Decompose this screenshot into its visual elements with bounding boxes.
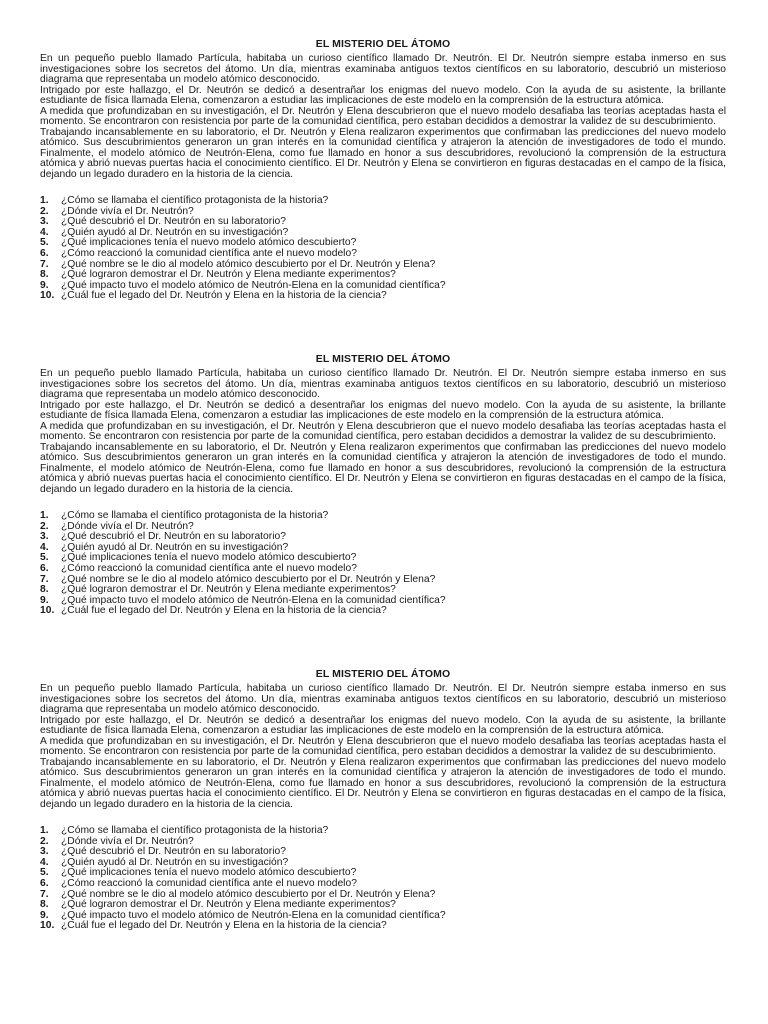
question-text: ¿Qué implicaciones tenía el nuevo modelo atómico descubierto?	[61, 867, 357, 879]
question-text: ¿Quién ayudó al Dr. Neutrón en su investigación?	[61, 856, 289, 868]
question-text: ¿Qué implicaciones tenía el nuevo modelo atómico descubierto?	[61, 237, 357, 249]
question-number: 4.	[40, 856, 49, 868]
question-text: ¿Cómo reaccionó la comunidad científica ante el nuevo modelo?	[61, 562, 357, 574]
story-paragraph: A medida que profundizaban en su investigación, el Dr. Neutrón y Elena descubrieron que el nuevo modelo desafiaba las teorías aceptadas hasta el momento. Se encontraron con resistencia por parte de la comunidad científica, pero estaban decididos a demostrar la validez de su descubrimiento.	[40, 105, 726, 127]
question-item	[40, 291, 726, 302]
question-number: 6.	[40, 877, 49, 889]
question-text: ¿Qué lograron demostrar el Dr. Neutrón y Elena mediante experimentos?	[61, 584, 396, 596]
question-text: ¿Cuál fue el legado del Dr. Neutrón y Elena en la historia de la ciencia?	[61, 290, 387, 302]
question-number: 2.	[40, 205, 49, 217]
worksheet-section-1	[40, 38, 726, 353]
question-text: ¿Qué lograron demostrar el Dr. Neutrón y Elena mediante experimentos?	[61, 269, 396, 281]
question-number: 3.	[40, 846, 49, 858]
question-list	[40, 826, 726, 932]
question-list	[40, 511, 726, 617]
question-number: 8.	[40, 269, 49, 281]
question-number: 3.	[40, 531, 49, 543]
question-number: 2.	[40, 520, 49, 532]
worksheet-section-2	[40, 353, 726, 668]
question-text: ¿Cuál fue el legado del Dr. Neutrón y Elena en la historia de la ciencia?	[61, 605, 387, 617]
story-paragraph: En un pequeño pueblo llamado Partícula, habitaba un curioso científico llamado Dr. Neutrón. El Dr. Neutrón siempre estaba inmerso en sus investigaciones sobre los secretos del átomo. Un día, mientras examinaba antiguos textos científicos en su laboratorio, descubrió un misterioso diagrama que representaba un modelo atómico desconocido.	[40, 683, 726, 715]
question-item	[40, 564, 726, 575]
question-number: 4.	[40, 226, 49, 238]
worksheet-title: EL MISTERIO DEL ÁTOMO	[315, 353, 451, 365]
question-number: 1.	[40, 195, 49, 206]
question-text: ¿Qué impacto tuvo el modelo atómico de Neutrón-Elena en la comunidad científica?	[61, 909, 446, 921]
question-number: 9.	[40, 279, 49, 291]
question-text: ¿Cuál fue el legado del Dr. Neutrón y Elena en la historia de la ciencia?	[61, 920, 387, 932]
question-item	[40, 511, 726, 522]
question-number: 7.	[40, 258, 49, 270]
question-number: 3.	[40, 216, 49, 228]
question-text: ¿Cómo se llamaba el científico protagonista de la historia?	[61, 825, 329, 836]
question-number: 8.	[40, 899, 49, 911]
story-paragraph: Trabajando incansablemente en su laboratorio, el Dr. Neutrón y Elena realizaron experimentos que confirmaban las predicciones del nuevo modelo atómico. Sus descubrimientos generaron un gran interés en la comunidad científica y atrajeron la atención de investigadores de todo el mundo. Finalmente, el modelo atómico de Neutrón-Elena, como fue llamado en honor a sus descubridores, revolucionó la comprensión de la estructura atómica y abrió nuevas puertas hacia el conocimiento científico. El Dr. Neutrón y Elena se convirtieron en figuras destacadas en el campo de la física, dejando un legado duradero en la historia de la ciencia.	[40, 126, 726, 180]
question-text: ¿Quién ayudó al Dr. Neutrón en su investigación?	[61, 541, 289, 553]
question-number: 1.	[40, 825, 49, 836]
question-number: 5.	[40, 552, 49, 564]
story-paragraph: En un pequeño pueblo llamado Partícula, habitaba un curioso científico llamado Dr. Neutrón. El Dr. Neutrón siempre estaba inmerso en sus investigaciones sobre los secretos del átomo. Un día, mientras examinaba antiguos textos científicos en su laboratorio, descubrió un misterioso diagrama que representaba un modelo atómico desconocido.	[40, 53, 726, 85]
question-number: 6.	[40, 562, 49, 574]
question-number: 9.	[40, 594, 49, 606]
question-text: ¿Qué nombre se le dio al modelo atómico descubierto por el Dr. Neutrón y Elena?	[61, 888, 436, 900]
question-text: ¿Qué descubrió el Dr. Neutrón en su laboratorio?	[61, 216, 286, 228]
question-text: ¿Cómo reaccionó la comunidad científica ante el nuevo modelo?	[61, 247, 357, 259]
worksheet-title: EL MISTERIO DEL ÁTOMO	[315, 38, 451, 50]
story-paragraph: Intrigado por este hallazgo, el Dr. Neutrón se dedicó a desentrañar los enigmas del nuevo modelo. Con la ayuda de su asistente, la brillante estudiante de física llamada Elena, comenzaron a estudiar las implicaciones de este modelo en la comprensión de la estructura atómica.	[40, 714, 726, 736]
question-item	[40, 606, 726, 617]
story-paragraph: Intrigado por este hallazgo, el Dr. Neutrón se dedicó a desentrañar los enigmas del nuevo modelo. Con la ayuda de su asistente, la brillante estudiante de física llamada Elena, comenzaron a estudiar las implicaciones de este modelo en la comprensión de la estructura atómica.	[40, 84, 726, 106]
question-number: 10.	[40, 290, 55, 302]
question-text: ¿Cómo reaccionó la comunidad científica ante el nuevo modelo?	[61, 877, 357, 889]
question-number: 7.	[40, 573, 49, 585]
question-text: ¿Dónde vivía el Dr. Neutrón?	[61, 835, 194, 847]
question-item	[40, 249, 726, 260]
story-paragraph: Intrigado por este hallazgo, el Dr. Neutrón se dedicó a desentrañar los enigmas del nuevo modelo. Con la ayuda de su asistente, la brillante estudiante de física llamada Elena, comenzaron a estudiar las implicaciones de este modelo en la comprensión de la estructura atómica.	[40, 399, 726, 421]
question-text: ¿Qué implicaciones tenía el nuevo modelo atómico descubierto?	[61, 552, 357, 564]
question-text: ¿Qué descubrió el Dr. Neutrón en su laboratorio?	[61, 846, 286, 858]
question-text: ¿Qué nombre se le dio al modelo atómico descubierto por el Dr. Neutrón y Elena?	[61, 573, 436, 585]
question-number: 4.	[40, 541, 49, 553]
question-number: 10.	[40, 605, 55, 617]
story-paragraph: A medida que profundizaban en su investigación, el Dr. Neutrón y Elena descubrieron que el nuevo modelo desafiaba las teorías aceptadas hasta el momento. Se encontraron con resistencia por parte de la comunidad científica, pero estaban decididos a demostrar la validez de su descubrimiento.	[40, 420, 726, 442]
question-text: ¿Qué impacto tuvo el modelo atómico de Neutrón-Elena en la comunidad científica?	[61, 279, 446, 291]
question-item	[40, 921, 726, 932]
question-number: 10.	[40, 920, 55, 932]
question-text: ¿Cómo se llamaba el científico protagonista de la historia?	[61, 510, 329, 521]
question-number: 8.	[40, 584, 49, 596]
question-number: 5.	[40, 867, 49, 879]
question-item	[40, 879, 726, 890]
question-text: ¿Qué impacto tuvo el modelo atómico de Neutrón-Elena en la comunidad científica?	[61, 594, 446, 606]
story-text	[40, 54, 726, 196]
question-text: ¿Cómo se llamaba el científico protagonista de la historia?	[61, 195, 329, 206]
question-number: 7.	[40, 888, 49, 900]
story-paragraph: A medida que profundizaban en su investigación, el Dr. Neutrón y Elena descubrieron que el nuevo modelo desafiaba las teorías aceptadas hasta el momento. Se encontraron con resistencia por parte de la comunidad científica, pero estaban decididos a demostrar la validez de su descubrimiento.	[40, 735, 726, 757]
story-text	[40, 369, 726, 511]
question-item	[40, 826, 726, 837]
question-number: 1.	[40, 510, 49, 521]
question-number: 9.	[40, 909, 49, 921]
question-number: 6.	[40, 247, 49, 259]
question-number: 5.	[40, 237, 49, 249]
story-paragraph: Trabajando incansablemente en su laboratorio, el Dr. Neutrón y Elena realizaron experimentos que confirmaban las predicciones del nuevo modelo atómico. Sus descubrimientos generaron un gran interés en la comunidad científica y atrajeron la atención de investigadores de todo el mundo. Finalmente, el modelo atómico de Neutrón-Elena, como fue llamado en honor a sus descubridores, revolucionó la comprensión de la estructura atómica y abrió nuevas puertas hacia el conocimiento científico. El Dr. Neutrón y Elena se convirtieron en figuras destacadas en el campo de la física, dejando un legado duradero en la historia de la ciencia.	[40, 441, 726, 495]
question-text: ¿Quién ayudó al Dr. Neutrón en su investigación?	[61, 226, 289, 238]
worksheet-page	[40, 38, 726, 983]
question-text: ¿Qué lograron demostrar el Dr. Neutrón y Elena mediante experimentos?	[61, 899, 396, 911]
question-text: ¿Dónde vivía el Dr. Neutrón?	[61, 205, 194, 217]
worksheet-section-3	[40, 668, 726, 983]
story-paragraph: En un pequeño pueblo llamado Partícula, habitaba un curioso científico llamado Dr. Neutrón. El Dr. Neutrón siempre estaba inmerso en sus investigaciones sobre los secretos del átomo. Un día, mientras examinaba antiguos textos científicos en su laboratorio, descubrió un misterioso diagrama que representaba un modelo atómico desconocido.	[40, 368, 726, 400]
question-text: ¿Qué descubrió el Dr. Neutrón en su laboratorio?	[61, 531, 286, 543]
story-text	[40, 684, 726, 826]
question-text: ¿Qué nombre se le dio al modelo atómico descubierto por el Dr. Neutrón y Elena?	[61, 258, 436, 270]
question-number: 2.	[40, 835, 49, 847]
story-paragraph: Trabajando incansablemente en su laboratorio, el Dr. Neutrón y Elena realizaron experimentos que confirmaban las predicciones del nuevo modelo atómico. Sus descubrimientos generaron un gran interés en la comunidad científica y atrajeron la atención de investigadores de todo el mundo. Finalmente, el modelo atómico de Neutrón-Elena, como fue llamado en honor a sus descubridores, revolucionó la comprensión de la estructura atómica y abrió nuevas puertas hacia el conocimiento científico. El Dr. Neutrón y Elena se convirtieron en figuras destacadas en el campo de la física, dejando un legado duradero en la historia de la ciencia.	[40, 756, 726, 810]
question-text: ¿Dónde vivía el Dr. Neutrón?	[61, 520, 194, 532]
question-list	[40, 196, 726, 302]
question-item	[40, 196, 726, 207]
worksheet-title: EL MISTERIO DEL ÁTOMO	[315, 668, 451, 680]
